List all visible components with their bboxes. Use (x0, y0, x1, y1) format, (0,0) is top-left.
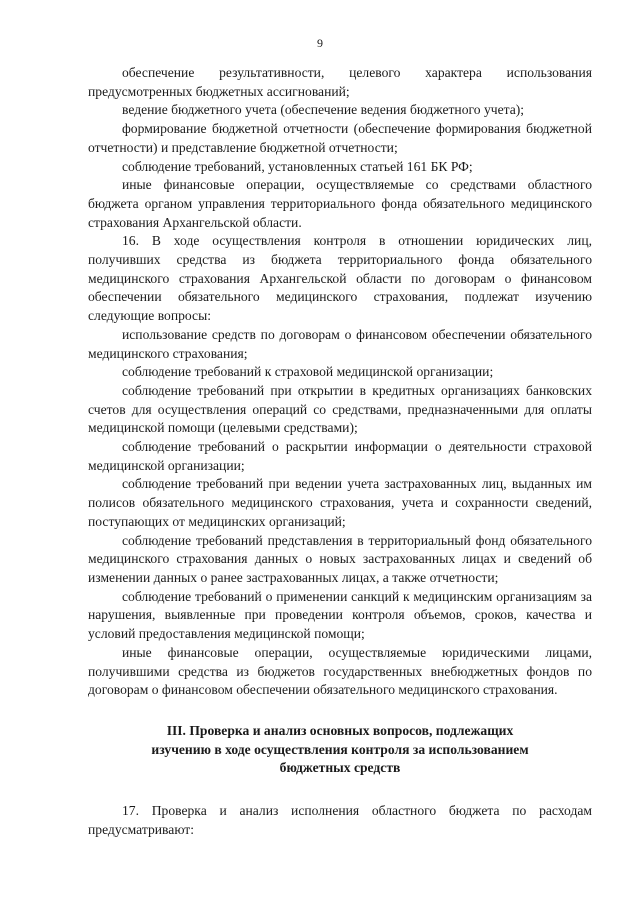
paragraph: соблюдение требований к страховой медицинской организации; (122, 364, 494, 380)
document-body (88, 64, 592, 839)
paragraph: формирование бюджетной отчетности (обеспечение формирования бюджетной отчетности) и представление бюджетной отчетности; (88, 121, 592, 155)
paragraph: ведение бюджетного учета (обеспечение ведения бюджетного учета); (122, 102, 525, 118)
page-number: 9 (317, 36, 323, 50)
paragraph: соблюдение требований при ведении учета застрахованных лиц, выданных им полисов обязательного медицинского страхования, учета и сохранности сведений, поступающих от медицинских организаций; (88, 476, 592, 529)
section-heading-line: изучению в ходе осуществления контроля за использованием (151, 741, 529, 757)
paragraph: соблюдение требований представления в территориальный фонд обязательного медицинского страхования данных о новых застрахованных лицах и сведений об изменении данных о ранее застрахованных лицах, а также отчетности; (88, 532, 592, 585)
section-heading-line: III. Проверка и анализ основных вопросов, подлежащих (166, 722, 514, 738)
paragraph-item-17: 17. Проверка и анализ исполнения областного бюджета по расходам предусматривают: (88, 803, 592, 837)
paragraph-item-16: 16. В ходе осуществления контроля в отношении юридических лиц, получивших средства из бюджета территориального фонда обязательного медицинского страхования Архангельской области по договорам о финансовом обеспечении обязательного медицинского страхования, подлежат изучению следующие вопросы: (88, 233, 592, 324)
section-heading (88, 722, 592, 778)
paragraph: соблюдение требований, установленных статьей 161 БК РФ; (122, 158, 473, 174)
paragraph: соблюдение требований о применении санкций к медицинским организациям за нарушения, выявленные при проведении контроля объемов, сроков, качества и условий предоставления медицинской помощи; (88, 588, 592, 642)
paragraph: использование средств по договорам о финансовом обеспечении обязательного медицинского страхования; (88, 326, 592, 361)
paragraph: соблюдение требований при открытии в кредитных организациях банковских счетов для осуществления операций со средствами, предназначенными для оплаты медицинской помощи (целевыми средствами); (88, 382, 592, 436)
section-heading-line: бюджетных средств (279, 760, 401, 776)
paragraph: иные финансовые операции, осуществляемые со средствами областного бюджета органом управления территориального фонда обязательного медицинского страхования Архангельской области. (88, 177, 592, 230)
paragraph: иные финансовые операции, осуществляемые юридическими лицами, получившими средства из бюджетов государственных внебюджетных фондов по договорам о финансовом обеспечении обязательного медицинского страхования. (88, 644, 592, 698)
paragraph: обеспечение результативности, целевого характера использования предусмотренных бюджетных ассигнований; (88, 65, 592, 99)
paragraph: соблюдение требований о раскрытии информации о деятельности страховой медицинской организации; (88, 439, 592, 473)
